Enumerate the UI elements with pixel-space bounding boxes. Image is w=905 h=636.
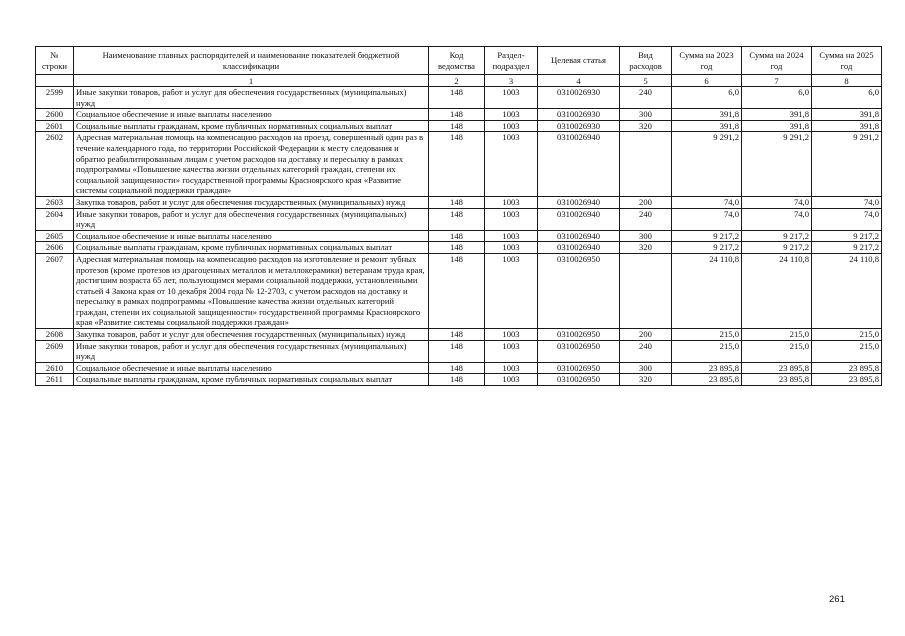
row-sum-2025: 215,0 [812, 340, 882, 362]
table-row [36, 87, 882, 109]
row-section-code: 1003 [485, 132, 538, 197]
row-number: 2603 [36, 196, 74, 208]
column-number-row [36, 75, 882, 87]
row-number: 2605 [36, 230, 74, 242]
row-number: 2599 [36, 87, 74, 109]
table-row [36, 230, 882, 242]
row-sum-2025: 9 217,2 [812, 230, 882, 242]
row-sum-2024: 23 895,8 [742, 374, 812, 386]
row-name: Закупка товаров, работ и услуг для обеспечения государственных (муниципальных) нужд [74, 329, 429, 341]
row-sum-2023: 74,0 [672, 196, 742, 208]
table-row [36, 196, 882, 208]
row-sum-2025: 391,8 [812, 109, 882, 121]
table-row [36, 132, 882, 197]
row-dept-code: 148 [429, 132, 485, 197]
row-expense-type: 300 [620, 230, 672, 242]
row-expense-type: 320 [620, 120, 672, 132]
row-name: Социальное обеспечение и иные выплаты населению [74, 362, 429, 374]
row-sum-2024: 215,0 [742, 329, 812, 341]
col-number: 1 [74, 75, 429, 87]
row-sum-2024: 74,0 [742, 208, 812, 230]
row-name: Социальные выплаты гражданам, кроме публичных нормативных социальных выплат [74, 374, 429, 386]
row-sum-2024: 391,8 [742, 120, 812, 132]
header-row [36, 47, 882, 75]
row-section-code: 1003 [485, 242, 538, 254]
col-number: 7 [742, 75, 812, 87]
row-section-code: 1003 [485, 208, 538, 230]
row-sum-2025: 6,0 [812, 87, 882, 109]
col-header-section: Раздел-подраздел [485, 47, 538, 75]
row-target-article: 0310026940 [538, 242, 620, 254]
row-number: 2606 [36, 242, 74, 254]
row-expense-type: 240 [620, 87, 672, 109]
row-dept-code: 148 [429, 329, 485, 341]
row-dept-code: 148 [429, 340, 485, 362]
col-number: 5 [620, 75, 672, 87]
row-target-article: 0310026940 [538, 196, 620, 208]
row-target-article: 0310026950 [538, 329, 620, 341]
col-number-empty [36, 75, 74, 87]
col-header-dept: Код ведомства [429, 47, 485, 75]
table-row [36, 362, 882, 374]
col-number: 8 [812, 75, 882, 87]
page-number: 261 [829, 594, 845, 605]
row-dept-code: 148 [429, 196, 485, 208]
row-dept-code: 148 [429, 109, 485, 121]
row-name: Адресная материальная помощь на компенсацию расходов на проезд, совершенный один раз в течение календарного года, по территории Российской Федерации к месту следования и обратно реабилитированным лицам с учетом расходов на доставку и пересылку в рамках подпрограммы «Повышение качества жизни отдельных категорий граждан, степени их социальной защищенности» государственной программы Красноярского края «Развитие системы социальной поддержки граждан» [74, 132, 429, 197]
row-sum-2024: 24 110,8 [742, 253, 812, 328]
row-sum-2023: 391,8 [672, 120, 742, 132]
row-sum-2023: 74,0 [672, 208, 742, 230]
budget-table [35, 46, 882, 386]
row-section-code: 1003 [485, 87, 538, 109]
table-row [36, 242, 882, 254]
row-sum-2023: 23 895,8 [672, 362, 742, 374]
row-expense-type: 300 [620, 362, 672, 374]
row-number: 2607 [36, 253, 74, 328]
row-sum-2024: 391,8 [742, 109, 812, 121]
table-row [36, 120, 882, 132]
table-row [36, 374, 882, 386]
row-sum-2024: 6,0 [742, 87, 812, 109]
col-number: 4 [538, 75, 620, 87]
row-sum-2024: 9 291,2 [742, 132, 812, 197]
col-number: 3 [485, 75, 538, 87]
row-name: Иные закупки товаров, работ и услуг для обеспечения государственных (муниципальных) нужд [74, 87, 429, 109]
row-section-code: 1003 [485, 362, 538, 374]
row-dept-code: 148 [429, 253, 485, 328]
table-row [36, 340, 882, 362]
row-target-article: 0310026950 [538, 340, 620, 362]
row-name: Адресная материальная помощь на компенсацию расходов на изготовление и ремонт зубных протезов (кроме протезов из драгоценных металлов и металлокерамики) ветеранам труда края, достигшим возраста 65 лет, пользующимся мерами социальной поддержки, установленными статьей 4 Закона края от 10 декабря 2004 года № 12-2703, с учетом расходов на доставку и пересылку в рамках подпрограммы «Повышение качества жизни отдельных категорий граждан, степени их социальной защищенности» государственной программы Красноярского края «Развитие системы социальной поддержки граждан» [74, 253, 429, 328]
row-sum-2023: 6,0 [672, 87, 742, 109]
table-row [36, 329, 882, 341]
col-number: 2 [429, 75, 485, 87]
row-sum-2023: 24 110,8 [672, 253, 742, 328]
row-number: 2601 [36, 120, 74, 132]
row-sum-2025: 23 895,8 [812, 362, 882, 374]
row-section-code: 1003 [485, 374, 538, 386]
row-expense-type: 200 [620, 196, 672, 208]
row-dept-code: 148 [429, 230, 485, 242]
row-sum-2024: 23 895,8 [742, 362, 812, 374]
table-row [36, 109, 882, 121]
row-sum-2024: 74,0 [742, 196, 812, 208]
row-number: 2608 [36, 329, 74, 341]
col-header-exptype: Вид расходов [620, 47, 672, 75]
row-expense-type [620, 132, 672, 197]
row-number: 2609 [36, 340, 74, 362]
row-target-article: 0310026950 [538, 253, 620, 328]
row-sum-2025: 9 217,2 [812, 242, 882, 254]
row-section-code: 1003 [485, 109, 538, 121]
row-dept-code: 148 [429, 87, 485, 109]
row-section-code: 1003 [485, 120, 538, 132]
row-sum-2025: 9 291,2 [812, 132, 882, 197]
col-number: 6 [672, 75, 742, 87]
row-target-article: 0310026950 [538, 362, 620, 374]
row-target-article: 0310026930 [538, 87, 620, 109]
row-sum-2025: 24 110,8 [812, 253, 882, 328]
row-number: 2611 [36, 374, 74, 386]
row-target-article: 0310026940 [538, 132, 620, 197]
row-target-article: 0310026940 [538, 230, 620, 242]
row-name: Социальное обеспечение и иные выплаты населению [74, 109, 429, 121]
row-section-code: 1003 [485, 340, 538, 362]
col-header-target: Целевая статья [538, 47, 620, 75]
row-sum-2025: 74,0 [812, 196, 882, 208]
row-section-code: 1003 [485, 329, 538, 341]
col-header-name: Наименование главных распорядителей и наименование показателей бюджетной классификации [74, 47, 429, 75]
row-dept-code: 148 [429, 362, 485, 374]
row-name: Социальные выплаты гражданам, кроме публичных нормативных социальных выплат [74, 242, 429, 254]
row-section-code: 1003 [485, 230, 538, 242]
row-expense-type: 240 [620, 340, 672, 362]
row-section-code: 1003 [485, 196, 538, 208]
row-sum-2023: 215,0 [672, 329, 742, 341]
row-sum-2024: 9 217,2 [742, 242, 812, 254]
table-row [36, 253, 882, 328]
row-section-code: 1003 [485, 253, 538, 328]
row-target-article: 0310026930 [538, 109, 620, 121]
row-expense-type [620, 253, 672, 328]
table-row [36, 208, 882, 230]
row-name: Иные закупки товаров, работ и услуг для обеспечения государственных (муниципальных) нужд [74, 208, 429, 230]
row-target-article: 0310026950 [538, 374, 620, 386]
col-header-num: № строки [36, 47, 74, 75]
row-dept-code: 148 [429, 242, 485, 254]
row-expense-type: 320 [620, 242, 672, 254]
row-expense-type: 240 [620, 208, 672, 230]
table-body [36, 87, 882, 386]
row-number: 2604 [36, 208, 74, 230]
row-name: Социальное обеспечение и иные выплаты населению [74, 230, 429, 242]
col-header-sum-2023: Сумма на 2023 год [672, 47, 742, 75]
row-number: 2610 [36, 362, 74, 374]
row-number: 2600 [36, 109, 74, 121]
row-dept-code: 148 [429, 374, 485, 386]
row-name: Социальные выплаты гражданам, кроме публичных нормативных социальных выплат [74, 120, 429, 132]
row-sum-2023: 215,0 [672, 340, 742, 362]
row-expense-type: 200 [620, 329, 672, 341]
row-sum-2023: 391,8 [672, 109, 742, 121]
row-dept-code: 148 [429, 120, 485, 132]
row-sum-2024: 9 217,2 [742, 230, 812, 242]
row-dept-code: 148 [429, 208, 485, 230]
row-sum-2025: 74,0 [812, 208, 882, 230]
row-target-article: 0310026940 [538, 208, 620, 230]
row-sum-2025: 391,8 [812, 120, 882, 132]
row-sum-2023: 9 291,2 [672, 132, 742, 197]
col-header-sum-2024: Сумма на 2024 год [742, 47, 812, 75]
row-sum-2023: 9 217,2 [672, 230, 742, 242]
row-sum-2025: 23 895,8 [812, 374, 882, 386]
row-expense-type: 300 [620, 109, 672, 121]
row-target-article: 0310026930 [538, 120, 620, 132]
row-sum-2024: 215,0 [742, 340, 812, 362]
row-sum-2025: 215,0 [812, 329, 882, 341]
row-name: Закупка товаров, работ и услуг для обеспечения государственных (муниципальных) нужд [74, 196, 429, 208]
row-expense-type: 320 [620, 374, 672, 386]
col-header-sum-2025: Сумма на 2025 год [812, 47, 882, 75]
row-sum-2023: 23 895,8 [672, 374, 742, 386]
row-sum-2023: 9 217,2 [672, 242, 742, 254]
row-name: Иные закупки товаров, работ и услуг для обеспечения государственных (муниципальных) нужд [74, 340, 429, 362]
row-number: 2602 [36, 132, 74, 197]
